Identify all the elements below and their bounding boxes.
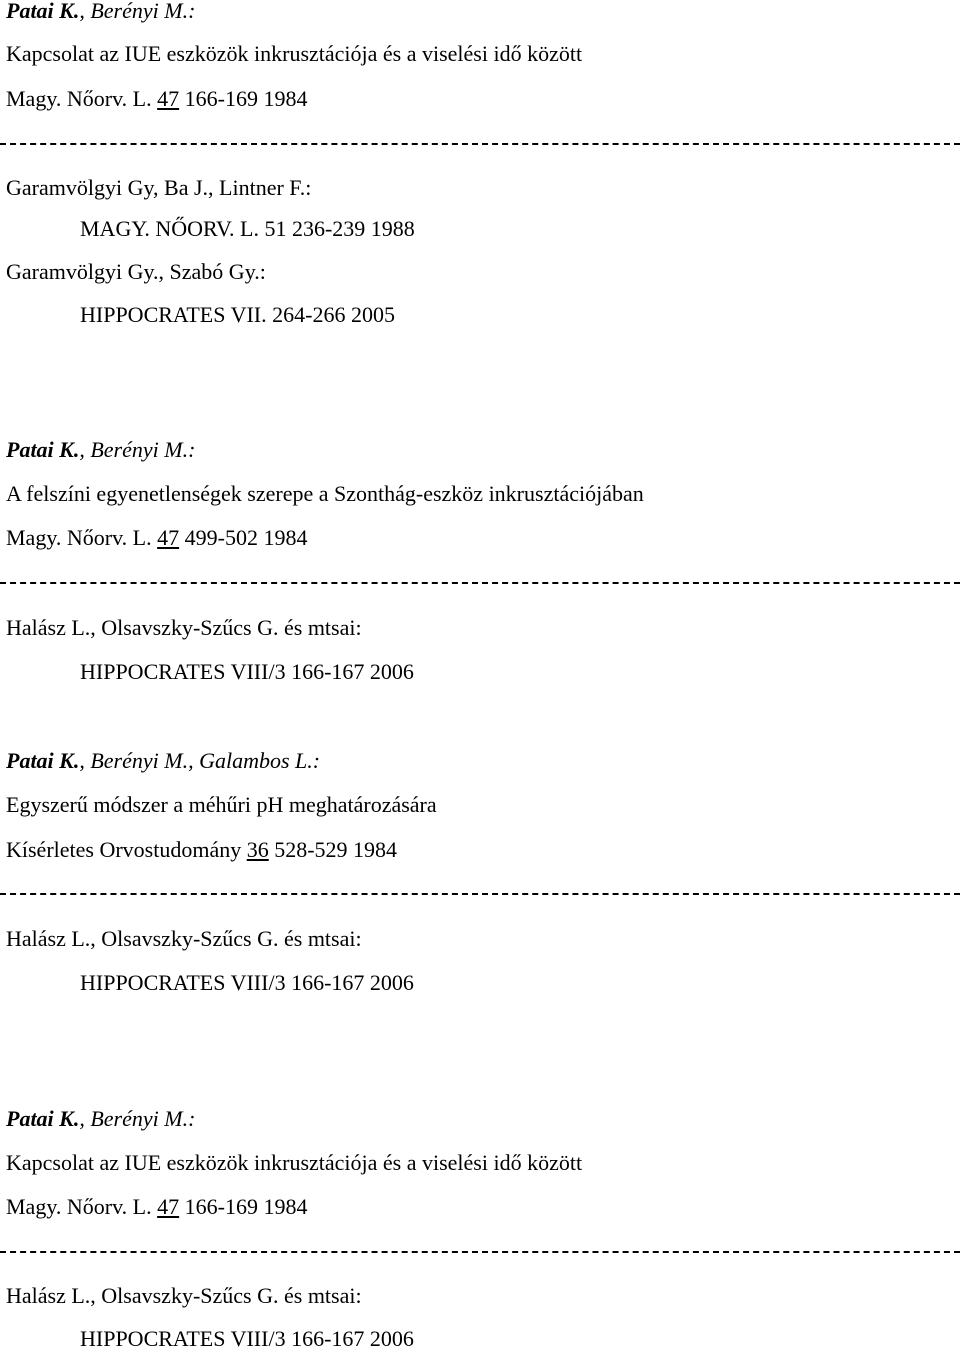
citation-source: HIPPOCRATES VIII/3 166-167 2006 [80,659,414,684]
separator-rule [0,893,960,895]
journal-name: Magy. Nőorv. L. [6,1194,152,1219]
entry-authors [6,1106,195,1132]
entry-first-author: Patai K. [6,1106,80,1131]
entry-journal [6,1194,307,1220]
journal-pages-year: 166-169 1984 [184,1194,308,1219]
citation-authors: Garamvölgyi Gy, Ba J., Lintner F.: [6,175,312,200]
entry-first-author: Patai K. [6,748,80,773]
entry-title: Kapcsolat az IUE eszközök inkrusztációja és a viselési idő között [6,41,583,66]
entry-title: Kapcsolat az IUE eszközök inkrusztációja és a viselési idő között [6,1150,583,1175]
journal-volume: 47 [157,1194,180,1219]
entry-authors [6,437,195,463]
journal-name: Magy. Nőorv. L. [6,525,152,550]
citation-authors: Halász L., Olsavszky-Szűcs G. és mtsai: [6,926,362,951]
citation-source: HIPPOCRATES VIII/3 166-167 2006 [80,1326,414,1351]
separator-rule [0,582,960,584]
entry-coauthors: , Berényi M.: [79,1106,196,1131]
citation-source: HIPPOCRATES VII. 264-266 2005 [80,302,395,327]
separator-rule [0,143,960,145]
entry-coauthors: , Berényi M., Galambos L.: [79,748,321,773]
journal-pages-year: 499-502 1984 [184,525,308,550]
journal-name: Kísérletes Orvostudomány [6,837,242,862]
entry-authors [6,748,320,774]
separator-rule [0,1251,960,1253]
entry-journal [6,525,307,551]
entry-coauthors: , Berényi M.: [79,437,196,462]
entry-coauthors: , Berényi M.: [79,0,196,23]
citation-authors: Halász L., Olsavszky-Szűcs G. és mtsai: [6,1283,362,1308]
journal-volume: 47 [157,86,180,111]
entry-title: Egyszerű módszer a méhűri pH meghatározására [6,792,437,817]
journal-name: Magy. Nőorv. L. [6,86,152,111]
journal-pages-year: 528-529 1984 [274,837,398,862]
citation-authors: Halász L., Olsavszky-Szűcs G. és mtsai: [6,615,362,640]
citation-source: MAGY. NŐORV. L. 51 236-239 1988 [80,216,415,241]
journal-pages-year: 166-169 1984 [184,86,308,111]
entry-journal [6,86,307,112]
citation-authors: Garamvölgyi Gy., Szabó Gy.: [6,259,266,284]
entry-first-author: Patai K. [6,0,80,23]
citation-source: HIPPOCRATES VIII/3 166-167 2006 [80,970,414,995]
entry-title: A felszíni egyenetlenségek szerepe a Szonthág-eszköz inkrusztációjában [6,481,644,506]
journal-volume: 36 [246,837,269,862]
journal-volume: 47 [157,525,180,550]
entry-first-author: Patai K. [6,437,80,462]
entry-authors [6,0,195,24]
entry-journal [6,837,397,863]
